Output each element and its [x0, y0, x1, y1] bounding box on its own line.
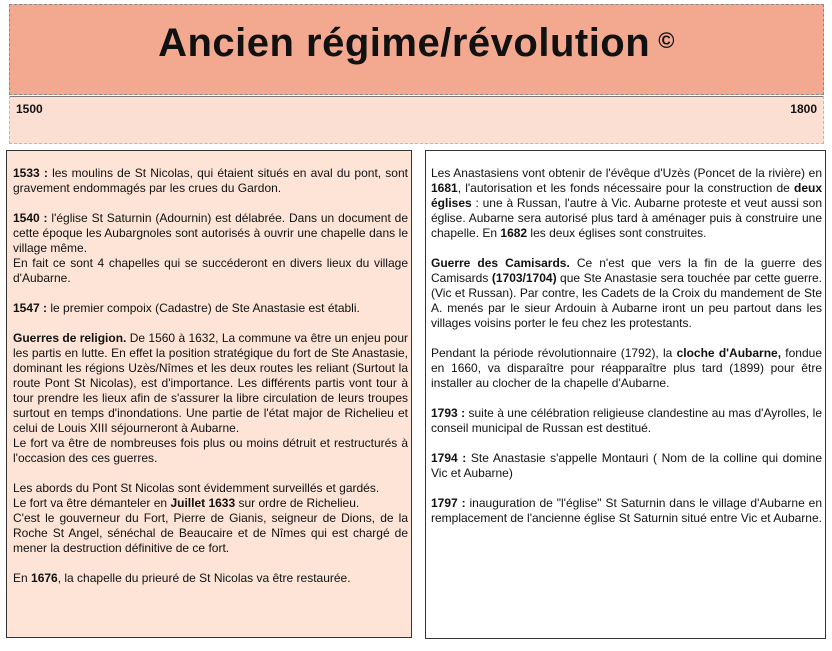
page-title: [10, 19, 823, 69]
entry-text: l'église St Saturnin (Adournin) est délabrée. Dans un document de cette époque les Aubargnoles sont autorisés à ouvrir une chapelle dans le village même.: [13, 211, 408, 255]
entry-year: 1547 :: [13, 301, 48, 315]
entry-text: Ce n'est que vers la fin de la guerre des Camisards: [431, 256, 822, 285]
entry-1540: [13, 211, 408, 286]
entry-text: : une à Russan, l'autre à Vic. Aubarne proteste et veut aussi son église. Aubarne sera autorisé plus tard à aménager puis à construire une chapelle. En: [431, 196, 822, 240]
entry-bold: 1681: [431, 181, 458, 195]
entry-bold: 1682: [500, 226, 528, 240]
entry-1533: [13, 166, 408, 196]
copyright-symbol: ©: [658, 28, 675, 54]
entry-text: le premier compoix (Cadastre) de Ste Anastasie est établi.: [47, 301, 360, 315]
timeline-line: [10, 96, 823, 97]
entry-text: sur ordre de Richelieu.: [235, 496, 360, 510]
entry-text: Pendant la période révolutionnaire (1792), la: [431, 346, 677, 360]
left-text-panel: [6, 150, 412, 638]
entry-bold: cloche d'Aubarne,: [676, 346, 782, 360]
entry-text: les deux églises sont construites.: [527, 226, 707, 240]
entry-text: Les Anastasiens vont obtenir de l'évêque d'Uzès (Poncet de la rivière) en: [431, 166, 822, 180]
entry-camisards: [431, 256, 822, 331]
entry-1547: [13, 301, 408, 316]
entry-text: En: [13, 571, 32, 585]
entry-text: De 1560 à 1632, La commune va être un enjeu pour les partis en lutte. En effet la position stratégique du fort de Ste Anastasie, dominant les régions Uzès/Nîmes et les deux routes les reliant (Surtout la route Pont St Nicolas), est d'importance. Les différents partis vont tour à tour prendre les lieux afin de s'assurer la libre circulation de leurs troupes surtout en temps d'inondations. Une partie de l'état major de Richelieu et celui de Louis XIII séjourneront à Aubarne.: [13, 331, 408, 435]
entry-1794: [431, 451, 822, 481]
entry-heading: Guerre des Camisards.: [431, 256, 570, 270]
entry-text: suite à une célébration religieuse clandestine au mas d'Ayrolles, le conseil municipal de Russan est destitué.: [431, 406, 822, 435]
entry-text: Le fort va être de nombreuses fois plus ou moins détruit et restructurés à l'occasion des ces guerres.: [13, 436, 408, 465]
entry-year: 1533 :: [13, 166, 48, 180]
title-banner: [9, 4, 824, 95]
timeline-end-year: 1800: [790, 102, 817, 116]
entry-text: Ste Anastasie s'appelle Montauri ( Nom de la colline qui domine Vic et Aubarne): [431, 451, 823, 480]
entry-bold: Juillet 1633: [170, 496, 236, 510]
entry-pont-st-nicolas: [13, 481, 408, 556]
entry-1793: [431, 406, 822, 436]
timeline-band: [9, 96, 824, 144]
entry-bold: (1703/1704): [491, 271, 557, 285]
title-text: Ancien régime/révolution: [158, 21, 651, 65]
entry-text: les moulins de St Nicolas, qui étaient situés en aval du pont, sont gravement endommagés par les crues du Gardon.: [13, 166, 408, 195]
entry-1681: [431, 166, 822, 241]
entry-text: fondue en 1660, va disparaître pour réapparaître plus tard (1899) pour être installer au clocher de la chapelle d'Aubarne.: [431, 346, 822, 390]
entry-text: En fait ce sont 4 chapelles qui se succéderont en divers lieux du village d'Aubarne.: [13, 256, 408, 285]
entry-text: , l'autorisation et les fonds nécessaire pour la construction de: [457, 181, 794, 195]
entry-text: Le fort va être démanteler en: [13, 496, 171, 510]
entry-heading: Guerres de religion.: [13, 331, 127, 345]
entry-year: 1797 :: [431, 496, 466, 510]
entry-text: Les abords du Pont St Nicolas sont évidemment surveillés et gardés.: [13, 481, 380, 495]
entry-1676: [13, 571, 408, 586]
right-text-panel: [425, 150, 826, 639]
entry-bold: 1676: [31, 571, 58, 585]
entry-text: C'est le gouverneur du Fort, Pierre de Gianis, seigneur de Dions, de la Roche St Angel, sénéchal de Beaucaire et de Nîmes qui est chargé de mener la destruction définitive de ce fort.: [13, 511, 408, 555]
entry-year: 1793 :: [431, 406, 466, 420]
entry-text: inauguration de "l'église" St Saturnin dans le village d'Aubarne en remplacement de l'ancienne église St Saturnin situé entre Vic et Aubarne.: [431, 496, 822, 525]
entry-guerres-religion: [13, 331, 408, 466]
entry-year: 1794 :: [431, 451, 467, 465]
entry-cloche: [431, 346, 822, 391]
entry-text: , la chapelle du prieuré de St Nicolas va être restaurée.: [57, 571, 351, 585]
entry-text: que Ste Anastasie sera touchée par cette guerre. (Vic et Russan). Par contre, les Cadets de la Croix du mandement de Ste A. menés par le sieur Ardouin à Aubarne iront un peu partout dans les villages voisins porter le feu chez les protestants.: [431, 271, 822, 330]
entry-bold: deux églises: [431, 181, 822, 210]
timeline-start-year: 1500: [16, 102, 43, 116]
entry-1797: [431, 496, 822, 526]
entry-year: 1540 :: [13, 211, 48, 225]
